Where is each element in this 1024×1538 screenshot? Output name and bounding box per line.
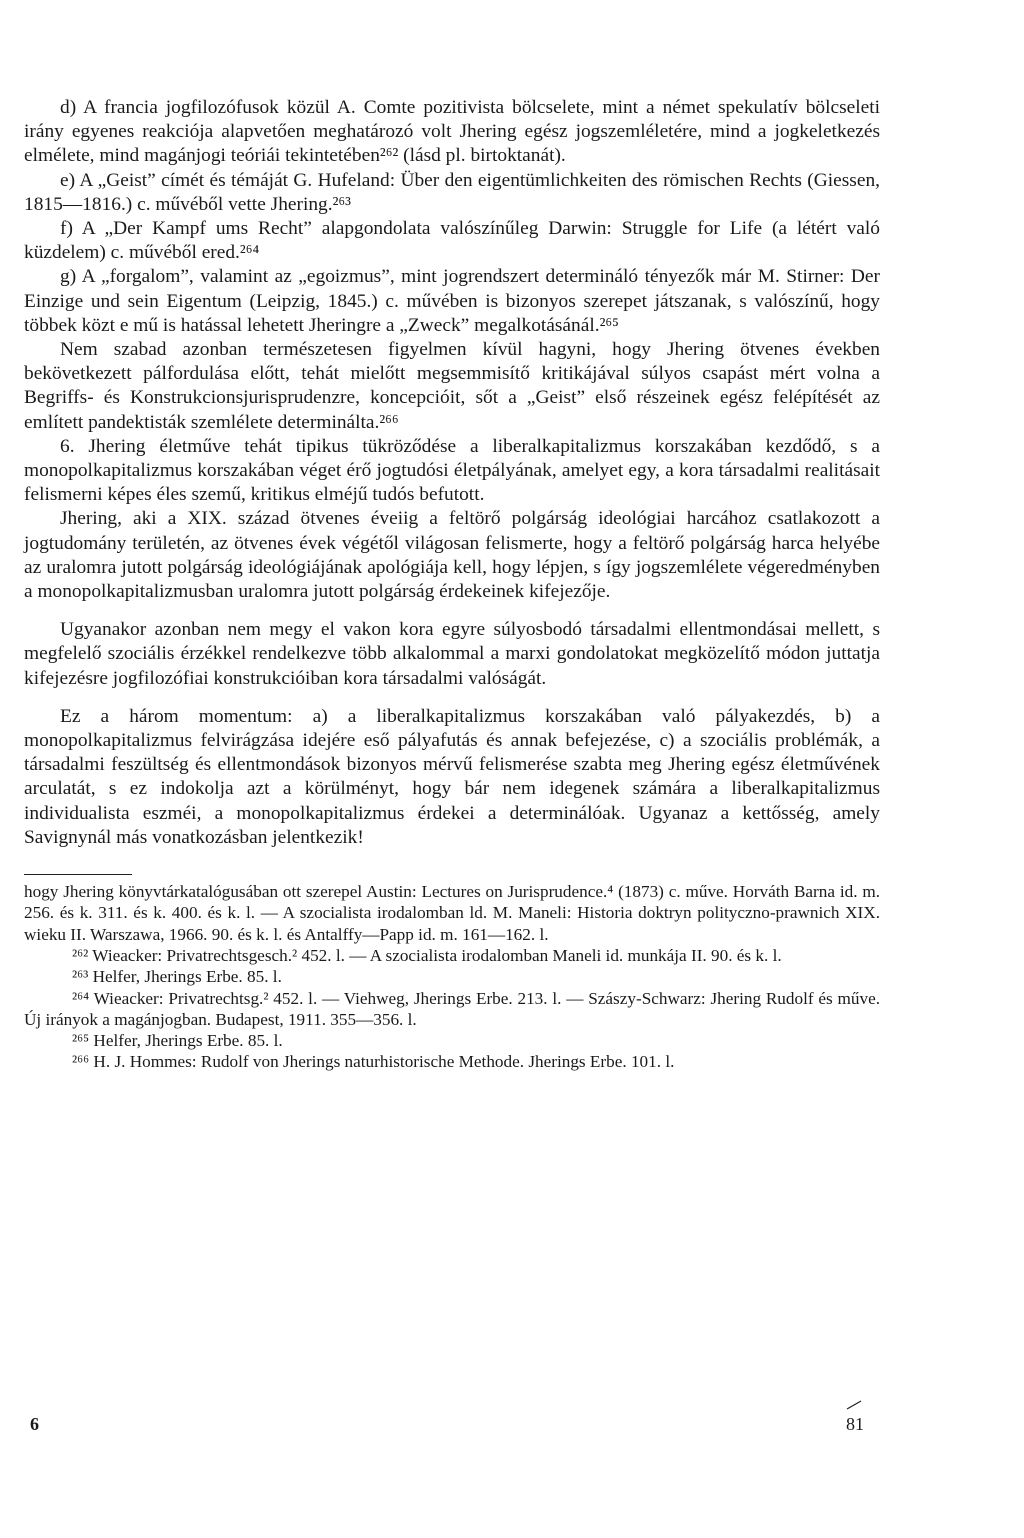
footnote-262: ²⁶² Wieacker: Privatrechtsgesch.² 452. l. — A szocialista irodalomban Maneli id. munkája II. 90. és k. l.	[72, 945, 782, 965]
footnote-divider	[24, 874, 132, 875]
main-text	[24, 96, 880, 850]
paragraph-e: e) A „Geist” címét és témáját G. Hufeland: Über den eigentümlichkeiten des römischen Rechts (Giessen, 1815—1816.) c. művéből vette Jhering.²⁶³	[24, 169, 880, 215]
paragraph-jhering: Jhering, aki a XIX. század ötvenes éveiig a feltörő polgárság ideológiai harcához csatlakozott a jogtudomány területén, az ötvenes évek végétől világosan felismerte, hogy a feltörő polgárság harca helyébe az uralomra jutott polgárság ideológiájának apológiája kell, hogy lépjen, s így jogszemlélete végeredményben a monopolkapitalizmusban uralomra jutott polgárság érdekeinek kifejezője.	[24, 508, 880, 603]
paragraph-pandektistak: Nem szabad azonban természetesen figyelmen kívül hagyni, hogy Jhering ötvenes években bekövetkezett pálfordulása előtt, tehát mielőtt megsemmisítő kritikájával súlyos csapást mért volna a Begriffs- és Konstrukcionsjurisprudenzre, koncepcióit, sőt a „Geist” első részeinek egész felépítését az említett pandektisták szemlélete determinálta.²⁶⁶	[24, 339, 880, 433]
paragraph-f: f) A „Der Kampf ums Recht” alapgondolata valószínűleg Darwin: Struggle for Life (a létért való küzdelem) c. művéből ered.²⁶⁴	[24, 218, 880, 264]
footnotes	[24, 881, 880, 1073]
footnote-continuation: hogy Jhering könyvtárkatalógusában ott szerepel Austin: Lectures on Jurisprudence.⁴ (1873) c. műve. Horváth Barna id. m. 256. és k. 311. és k. 400. és k. l. — A szocialista irodalomban ld. M. Maneli: Historia doktryn polityczno-prawnich XIX. wieku II. Warszawa, 1966. 90. és k. l. és Antalffy—Papp id. m. 161—162. l.	[24, 882, 880, 944]
book-page	[24, 96, 880, 1073]
page-number: 81	[846, 1414, 864, 1434]
signature-mark: 6	[30, 1414, 39, 1434]
page-number-flourish-icon	[846, 1400, 862, 1410]
footnote-264: ²⁶⁴ Wieacker: Privatrechtsg.² 452. l. — Viehweg, Jherings Erbe. 213. l. — Szászy-Schwarz: Jhering Rudolf és műve. Új irányok a magánjogban. Budapest, 1911. 355—356. l.	[24, 988, 880, 1029]
paragraph-d: d) A francia jogfilozófusok közül A. Comte pozitivista bölcselete, mint a német spekulatív bölcseleti irány egyenes reakciója alapvetően meghatározó volt Jhering egész jogszemléletére, mind a jogkeletkezés elmélete, mind magánjogi teóriái tekintetében²⁶² (lásd pl. birtoktanát).	[24, 97, 880, 167]
footnote-263: ²⁶³ Helfer, Jherings Erbe. 85. l.	[72, 967, 282, 987]
footnote-266: ²⁶⁶ H. J. Hommes: Rudolf von Jherings naturhistorische Methode. Jherings Erbe. 101. l.	[72, 1052, 675, 1072]
paragraph-g: g) A „forgalom”, valamint az „egoizmus”, mint jogrendszert determináló tényezők már M. Stirner: Der Einzige und sein Eigentum (Leipzig, 1845.) c. művében is bizonyos szerepet játszanak, s valószínű, hogy többek közt e mű is hatással lehetett Jheringre a „Zweck” megalkotásánál.²⁶⁵	[24, 266, 880, 336]
paragraph-harom-momentum: Ez a három momentum: a) a liberalkapitalizmus korszakában való pályakezdés, b) a monopolkapitalizmus felvirágzása idejére eső pályafutás és annak befejezése, c) a szociális problémák, a társadalmi feszültség és ellentmondások bizonyos mérvű felismerése szabta meg Jhering egész életművének arculatát, s ez indokolja azt a körülményt, hogy bár nem idegenek számára a liberalkapitalizmus individualista eszméi, a monopolkapitalizmus érdekei a determinálóak. Ugyanaz a kettősség, amely Savignynál más vonatkozásban jelentkezik!	[24, 705, 880, 848]
paragraph-6: 6. Jhering életműve tehát tipikus tükröződése a liberalkapitalizmus korszakában kezdődő, s a monopolkapitalizmus korszakában véget érő jogtudósi életpályának, amelyet egy, a kora társadalmi realitásait felismerni képes éles szemű, kritikus elméjű tudós befutott.	[24, 435, 880, 506]
footnote-265: ²⁶⁵ Helfer, Jherings Erbe. 85. l.	[72, 1031, 283, 1051]
paragraph-ugyanakor: Ugyanakor azonban nem megy el vakon kora egyre súlyosbodó társadalmi ellentmondásai mellett, s megfelelő szociális érzékkel rendelkezve több alkalommal a marxi gondolatokat megközelítő módon juttatja kifejezésre jogfilozófiai konstrukcióiban kora társadalmi valóságát.	[24, 619, 880, 689]
